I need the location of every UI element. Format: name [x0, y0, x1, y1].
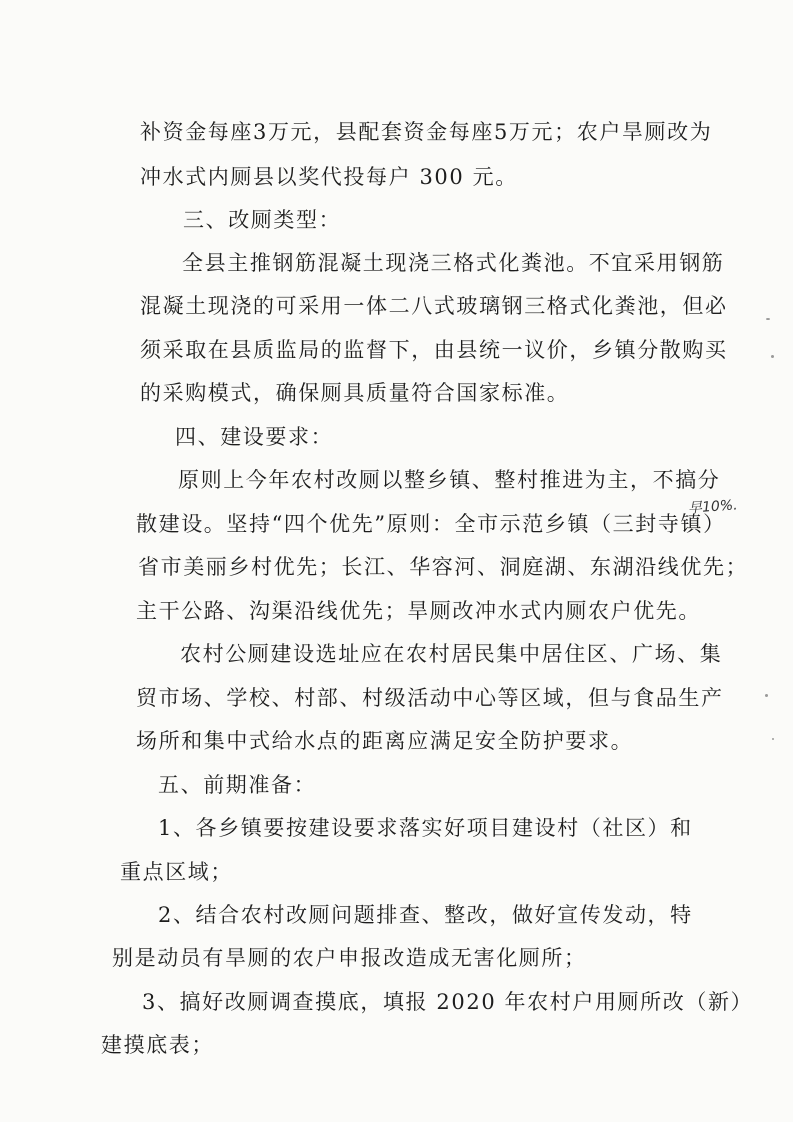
- text-line: 主干公路、沟渠沿线优先；旱厕改冲水式内厕农户优先。: [136, 599, 701, 623]
- text-line: 2、结合农村改厕问题排查、整改，做好宣传发动，特: [158, 903, 693, 927]
- section-heading: 三、改厕类型：: [183, 208, 342, 232]
- text-line: 混凝土现浇的可采用一体二八式玻璃钢三格式化粪池，但必: [140, 294, 728, 318]
- text-line: 3、搞好改厕调查摸底，填报 2020 年农村户用厕所改（新）: [142, 990, 754, 1014]
- text-line: 原则上今年农村改厕以整乡镇、整村推进为主，不搞分: [178, 468, 721, 492]
- text-line: 建摸底表；: [101, 1033, 214, 1057]
- text-line: 1、各乡镇要按建设要求落实好项目建设村（社区）和: [158, 816, 693, 840]
- section-heading: 四、建设要求：: [175, 425, 334, 449]
- text-line: 省市美丽乡村优先；长江、华容河、洞庭湖、东湖沿线优先；: [138, 555, 749, 579]
- text-line: 农村公厕建设选址应在农村居民集中居住区、广场、集: [180, 642, 723, 666]
- scan-speck: [766, 318, 770, 320]
- text-line: 场所和集中式给水点的距离应满足安全防护要求。: [136, 729, 634, 753]
- text-line: 全县主推钢筋混凝土现浇三格式化粪池。不宜采用钢筋: [182, 251, 725, 275]
- text-line: 别是动员有旱厕的农户申报改造成无害化厕所；: [112, 946, 587, 970]
- scan-speck: [772, 738, 774, 740]
- text-line: 散建设。坚持“四个优先”原则：全市示范乡镇（三封寺镇）: [136, 512, 726, 536]
- text-line: 须采取在县质监局的监督下，由县统一议价，乡镇分散购买: [140, 338, 728, 362]
- text-line: 补资金每座3万元，县配套资金每座5万元；农户旱厕改为: [140, 120, 713, 144]
- text-line: 冲水式内厕县以奖代投每户 300 元。: [140, 165, 518, 189]
- text-line: 的采购模式，确保厕具质量符合国家标准。: [140, 381, 570, 405]
- text-line: 重点区域；: [120, 860, 233, 884]
- text-line: 贸市场、学校、村部、村级活动中心等区域，但与食品生产: [136, 686, 724, 710]
- scan-speck: [771, 355, 774, 358]
- handwritten-note: 早10%.: [687, 497, 739, 517]
- section-heading: 五、前期准备：: [158, 773, 317, 797]
- scan-speck: [765, 694, 768, 697]
